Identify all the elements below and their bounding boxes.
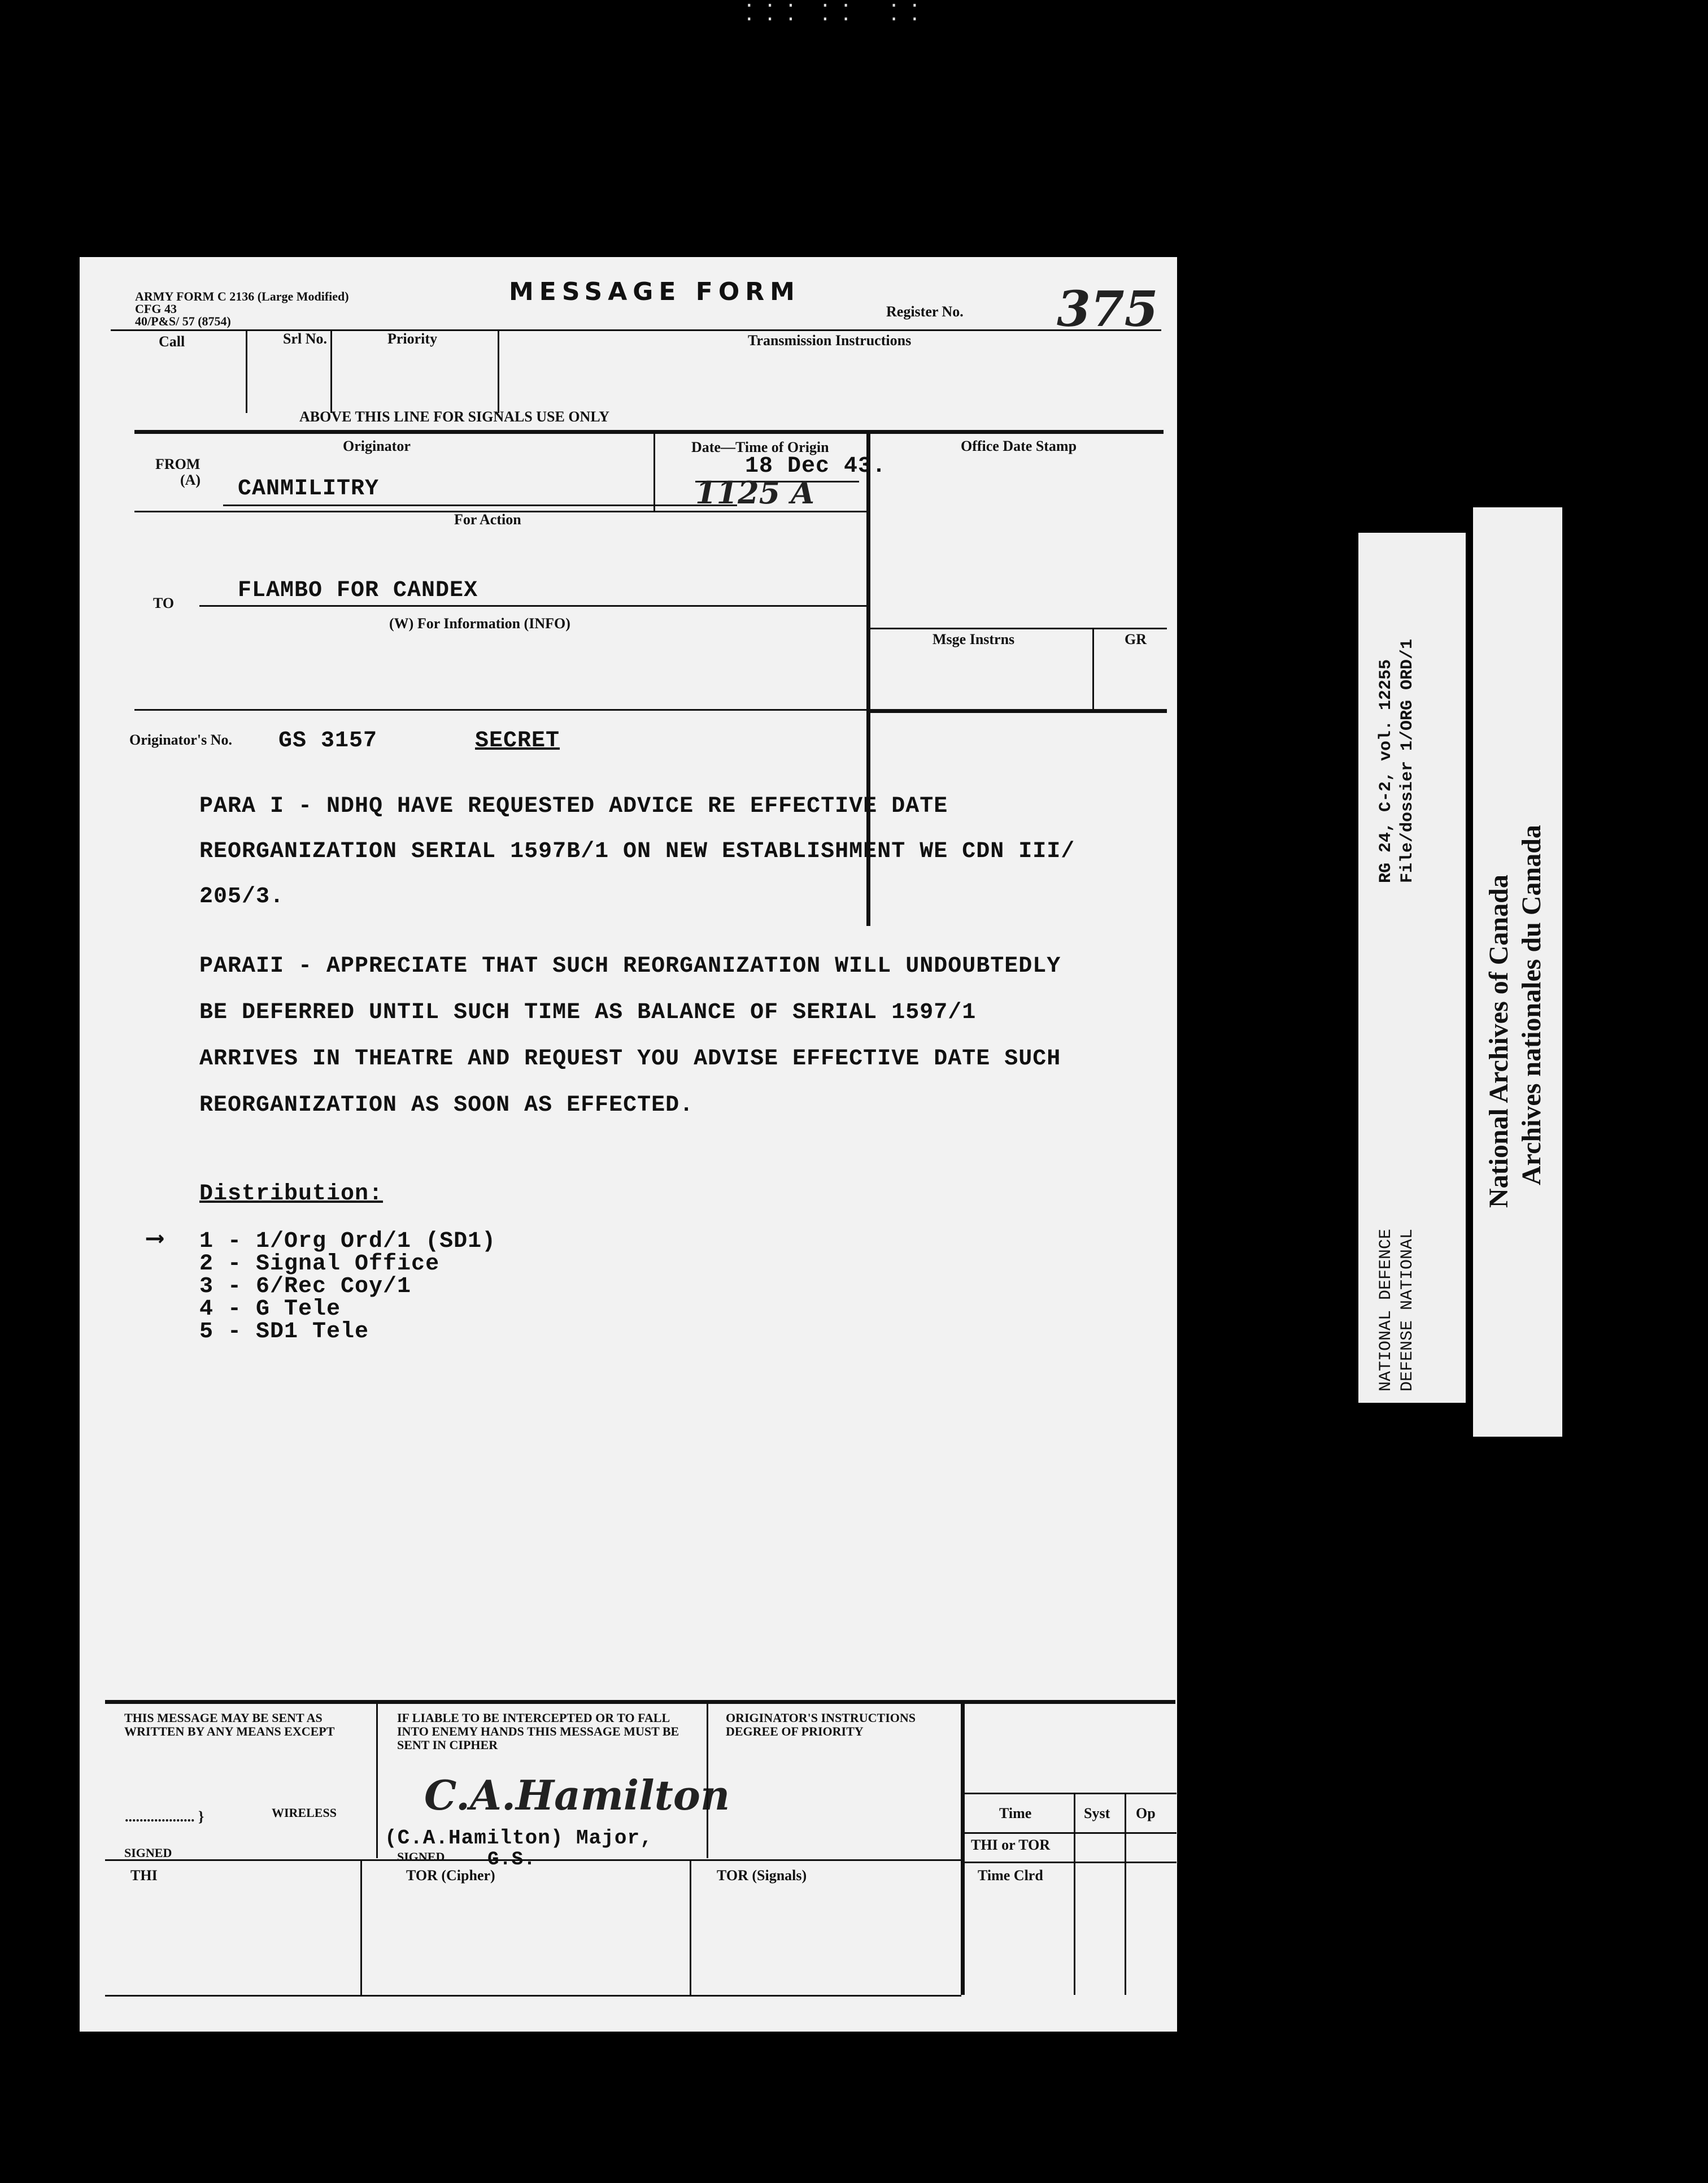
signed-name: (C.A.Hamilton) Major, [385, 1827, 653, 1850]
to-label: TO [153, 595, 175, 611]
signed-left: SIGNED [124, 1846, 172, 1860]
distribution-arrow: ⟶ [147, 1225, 163, 1254]
print-code: 40/P&S/ 57 (8754) [135, 314, 231, 328]
date-value: 18 Dec 43. [745, 454, 887, 479]
reference-line1: RG 24, C-2, vol. 12255 [1376, 659, 1396, 883]
originator-no-label: Originator's No. [129, 732, 232, 748]
register-label: Register No. [886, 303, 964, 320]
info-label: (W) For Information (INFO) [389, 615, 570, 632]
register-number: 375 [1057, 281, 1158, 338]
thi-label: THI [130, 1867, 158, 1884]
para2-line1: PARAII - APPRECIATE THAT SUCH REORGANIZATION WILL UNDOUBTEDLY [199, 954, 1061, 979]
archives-en: National Archives of Canada [1484, 875, 1514, 1208]
srl-label: Srl No. [283, 331, 327, 347]
transmission-label: Transmission Instructions [748, 332, 912, 349]
distribution-item-1: 1 - 1/Org Ord/1 (SD1) [199, 1229, 496, 1254]
to-value: FLAMBO FOR CANDEX [238, 578, 478, 603]
signed-mid: SIGNED [397, 1850, 445, 1864]
para1-line3: 205/3. [199, 884, 285, 910]
scan-marks: ⁚ ⁚ ⁚ ⁚ ⁚ ⁚ ⁚ [746, 0, 918, 26]
army-form-code: ARMY FORM C 2136 (Large Modified) [135, 289, 349, 303]
distribution-item-4: 4 - G Tele [199, 1297, 341, 1322]
classification: SECRET [475, 728, 560, 754]
form-title: MESSAGE FORM [509, 277, 800, 306]
archive-reference-strip [1358, 533, 1466, 1403]
op-label: Op [1136, 1805, 1156, 1821]
para1-line1: PARA I - NDHQ HAVE REQUESTED ADVICE RE EFFECTIVE DATE [199, 794, 948, 819]
send-note: THIS MESSAGE MAY BE SENT AS WRITTEN BY ANY MEANS EXCEPT [124, 1711, 335, 1738]
dept-line2: DEFENSE NATIONAL [1398, 1228, 1417, 1391]
reference-line2: File/dossier 1/ORG ORD/1 [1398, 638, 1417, 883]
distribution-item-2: 2 - Signal Office [199, 1251, 440, 1277]
wireless-blank: ................... } [125, 1808, 204, 1825]
signature: C.A.Hamilton [424, 1771, 730, 1819]
tor-signals-label: TOR (Signals) [717, 1867, 807, 1884]
msge-instrns-label: Msge Instrns [933, 631, 1015, 647]
call-label: Call [159, 333, 185, 350]
distribution-label: Distribution: [199, 1181, 384, 1207]
tor-cipher-label: TOR (Cipher) [406, 1867, 495, 1884]
thi-tor-label: THI or TOR [971, 1837, 1051, 1853]
time-clrd-label: Time Clrd [978, 1867, 1043, 1884]
syst-label: Syst [1084, 1805, 1110, 1821]
above-line-note: ABOVE THIS LINE FOR SIGNALS USE ONLY [299, 408, 610, 425]
for-action-label: For Action [454, 511, 521, 528]
cipher-note: IF LIABLE TO BE INTERCEPTED OR TO FALL INTO ENEMY HANDS THIS MESSAGE MUST BE SENT IN CIPHER [397, 1711, 679, 1752]
message-form [80, 257, 1177, 2032]
from-value: CANMILITRY [238, 476, 380, 502]
dept-line1: NATIONAL DEFENCE [1376, 1228, 1396, 1391]
national-archives-strip [1473, 507, 1562, 1437]
para2-line3: ARRIVES IN THEATRE AND REQUEST YOU ADVISE EFFECTIVE DATE SUCH [199, 1046, 1061, 1072]
para1-line2: REORGANIZATION SERIAL 1597B/1 ON NEW ESTABLISHMENT WE CDN III/ [199, 839, 1075, 864]
para2-line4: REORGANIZATION AS SOON AS EFFECTED. [199, 1093, 694, 1118]
office-stamp-label: Office Date Stamp [961, 438, 1077, 454]
from-label: FROM [155, 456, 201, 472]
priority-label: Priority [387, 331, 438, 347]
cfg-code: CFG 43 [135, 302, 177, 316]
time-value: 1125 A [695, 475, 814, 511]
time-label: Time [999, 1805, 1032, 1821]
originator-label: Originator [343, 438, 411, 454]
archives-fr: Archives nationales du Canada [1517, 825, 1546, 1185]
date-label: Date—Time of Origin [691, 439, 829, 455]
originator-instructions: ORIGINATOR'S INSTRUCTIONS DEGREE OF PRIORITY [726, 1711, 916, 1738]
signed-rank: G.S. [487, 1849, 536, 1871]
originator-no-value: GS 3157 [278, 728, 378, 754]
wireless-label: WIRELESS [272, 1806, 337, 1820]
distribution-item-5: 5 - SD1 Tele [199, 1319, 369, 1345]
gr-label: GR [1125, 631, 1147, 647]
from-sub: (A) [180, 472, 201, 488]
distribution-item-3: 3 - 6/Rec Coy/1 [199, 1274, 412, 1299]
para2-line2: BE DEFERRED UNTIL SUCH TIME AS BALANCE OF SERIAL 1597/1 [199, 1000, 977, 1025]
